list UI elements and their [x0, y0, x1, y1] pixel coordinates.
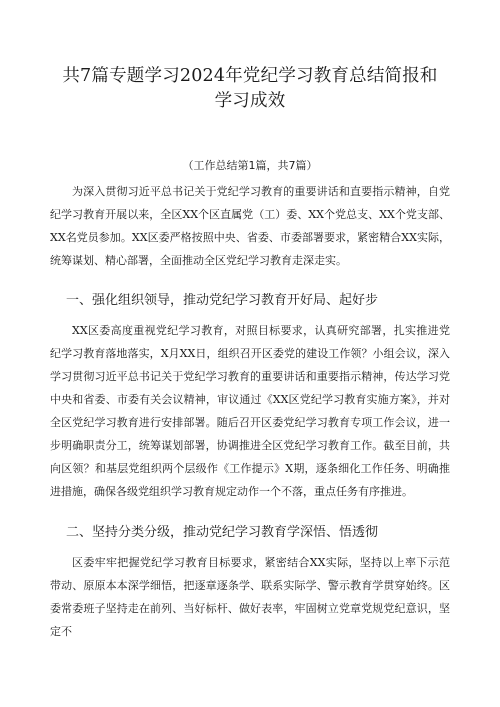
- section-heading-1: 一、强化组织领导，推动党纪学习教育开好局、起好步: [66, 293, 379, 308]
- section-2-paragraph: 区委牢牢把握党纪学习教育目标要求，紧密结合XX实际，坚持以上率下示范带动、原原本本深学细悟，把逐章逐条学、联系实际学、警示教育学贯穿始终。区委常委班子坚持走在前列、当好标杆、做好表率，牢固树立党章党规党纪意识，坚定不: [50, 556, 450, 638]
- document-subtitle: （工作总结第1篇，共7篇）: [182, 159, 318, 172]
- document-title: 共7篇专题学习2024年党纪学习教育总结简报和学习成效: [62, 66, 438, 111]
- intro-paragraph: 为深入贯彻习近平总书记关于党纪学习教育的重要讲话和直要指示精神，自党纪学习教育开展以来，全区XX个区直属党（工）委、XX个党总支、XX个党支部、XX名党员参加。XX区委严格按照中央、省委、市委部署要求，紧密精合XX实际，统筹谋划、精心部署，全面推动全区党纪学习教育走深走实。: [50, 185, 450, 267]
- section-1-paragraph: XX区委高度重视党纪学习教育，对照目标要求，认真研究部署，扎实推进党纪学习教育落地落实，X月XX日，组织召开区委党的建设工作领？小组会议，深入学习贯彻习近平总书记关于党纪学习教育的重要讲话和重要指示精神，传达学习党中央和省委、市委有关会议精神，审议通过《XX区党纪学习教育实施方案》，并对全区党纪学习教育进行安排部署。随后召开区委党纪学习教育专项工作会议，进一步明确职责分工，统筹谋划部署，协调推进全区党纪学习教育工作。截至目前，共向区领？和基层党组织两个层级作《工作提示》X期，逐条细化工作任务、明确推进措施，确保各级党组织学习教育规定动作一个不落，重点任务有序推进。: [50, 324, 450, 498]
- section-heading-2: 二、坚持分类分级，推动党纪学习教育学深悟、悟透彻: [66, 525, 379, 540]
